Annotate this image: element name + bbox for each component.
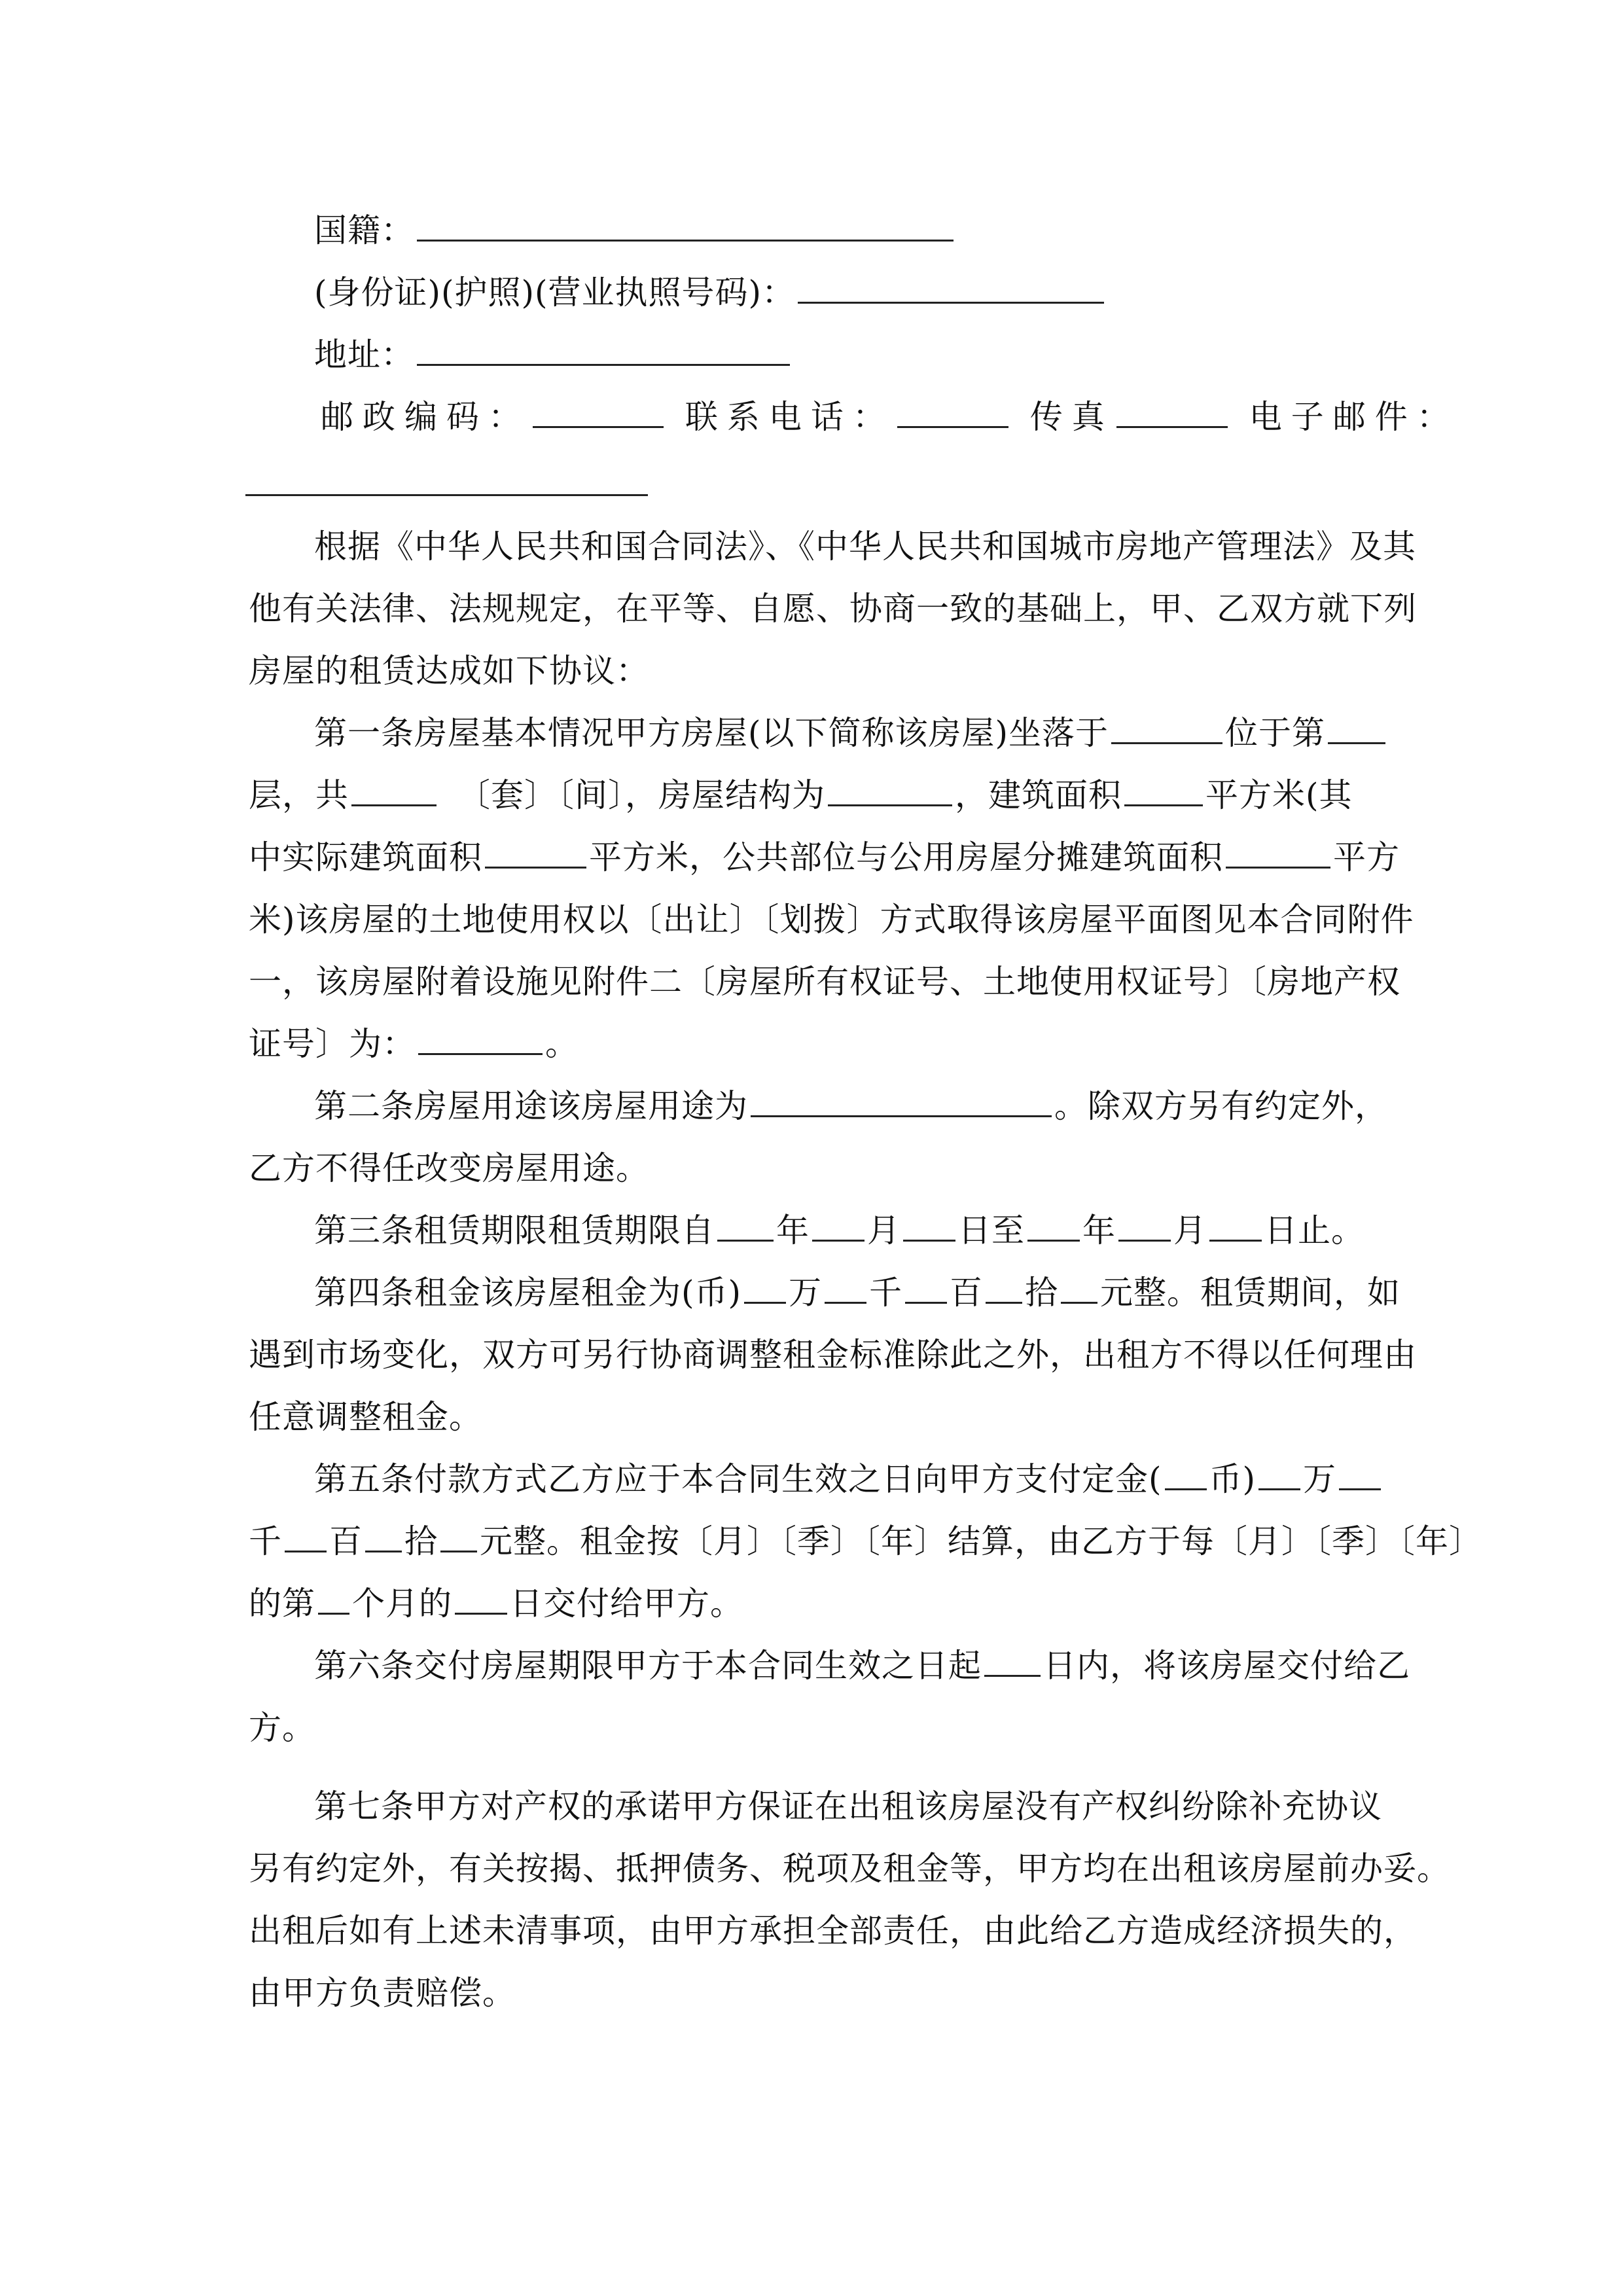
id-number-blank[interactable]: [798, 273, 1104, 304]
nationality-label: 国籍：: [314, 211, 414, 249]
usage-blank[interactable]: [751, 1086, 1052, 1117]
art1-text: 中实际建筑面积: [249, 838, 482, 876]
end-day-blank[interactable]: [1209, 1211, 1262, 1242]
art4-text: 元整。租赁期间，如: [1100, 1274, 1401, 1312]
nationality-blank[interactable]: [417, 211, 954, 242]
delivery-days-blank[interactable]: [984, 1646, 1041, 1677]
nationality-line: [314, 211, 1374, 250]
art5-text: 的第: [249, 1585, 315, 1623]
preamble-line-1: 根据《中华人民共和国合同法》、《中华人民共和国城市房地产管理法》及其: [314, 528, 1416, 565]
rent-bai-blank[interactable]: [905, 1273, 947, 1304]
rent-yuan-blank[interactable]: [1061, 1273, 1097, 1304]
art1-line-1: [314, 713, 1374, 753]
art4-line-3: 任意调整租金。: [249, 1398, 482, 1436]
deposit-currency-blank[interactable]: [1165, 1460, 1207, 1490]
art7-line-4: 由甲方负责赔偿。: [249, 1974, 516, 2012]
art5-text: 日交付给甲方。: [510, 1585, 743, 1623]
rent-shi-blank[interactable]: [986, 1273, 1022, 1304]
end-year-blank[interactable]: [1027, 1211, 1080, 1242]
art2-line-2: 乙方不得任改变房屋用途。: [249, 1149, 649, 1187]
art4-text: 拾: [1025, 1274, 1059, 1312]
art1-line-4: 米)该房屋的土地使用权以〔出让〕〔划拨〕方式取得该房屋平面图见本合同附件: [249, 901, 1414, 939]
start-month-blank[interactable]: [812, 1211, 865, 1242]
total-floors-blank[interactable]: [351, 776, 437, 806]
art1-line-2: [249, 776, 1374, 815]
address-blank[interactable]: [417, 335, 790, 366]
art3-text: 第三条租赁期限租赁期限自: [314, 1211, 715, 1249]
start-year-blank[interactable]: [717, 1211, 774, 1242]
fax-label: 传真: [1029, 398, 1114, 436]
id-label: (身份证)(护照)(营业执照号码)：: [314, 274, 796, 312]
phone-label: 联系电话：: [685, 398, 895, 436]
certificate-number-blank[interactable]: [418, 1024, 543, 1055]
art5-text: 万: [1303, 1460, 1337, 1498]
art5-line-1: [314, 1460, 1374, 1499]
art7-line-2: 另有约定外，有关按揭、抵押债务、税项及租金等，甲方均在出租该房屋前办妥。: [249, 1850, 1450, 1888]
art4-text: 万: [789, 1274, 823, 1312]
email-blank[interactable]: [245, 494, 648, 496]
shared-area-blank[interactable]: [1226, 838, 1330, 869]
art1-text: 〔套〕〔间〕，房屋结构为: [457, 776, 825, 814]
art6-text: 第六条交付房屋期限甲方于本合同生效之日起: [314, 1647, 982, 1685]
address-label: 地址：: [314, 336, 414, 374]
art5-text: 千: [249, 1522, 282, 1560]
art3-text: 月: [1173, 1211, 1207, 1249]
art4-text: 百: [950, 1274, 984, 1312]
actual-area-blank[interactable]: [485, 838, 586, 869]
art2-text: 第二条房屋用途该房屋用途为: [314, 1087, 748, 1125]
art2-line-1: [314, 1086, 1388, 1126]
payment-month-blank[interactable]: [318, 1584, 349, 1615]
art1-text: 平方米(其: [1205, 776, 1353, 814]
art4-text: 第四条租金该房屋租金为(币): [314, 1274, 742, 1312]
art5-text: 币): [1209, 1460, 1257, 1498]
deposit-bai-blank[interactable]: [285, 1522, 327, 1552]
art4-line-1: [314, 1273, 1401, 1312]
art5-line-2: [249, 1522, 1482, 1561]
art3-text: 日止。: [1264, 1211, 1364, 1249]
postcode-blank[interactable]: [533, 397, 664, 428]
location-blank[interactable]: [1111, 713, 1222, 744]
art5-text: 百: [329, 1522, 363, 1560]
deposit-wan-blank[interactable]: [1258, 1460, 1300, 1490]
art5-text: 拾: [404, 1522, 438, 1560]
art4-text: 千: [869, 1274, 903, 1312]
email-label: 电子邮件：: [1249, 398, 1459, 436]
art3-text: 月: [867, 1211, 901, 1249]
address-line: [314, 335, 1374, 374]
preamble-line-3: 房屋的租赁达成如下协议：: [249, 652, 649, 690]
phone-blank[interactable]: [897, 397, 1008, 428]
art1-text: 证号〕为：: [249, 1025, 416, 1063]
end-month-blank[interactable]: [1118, 1211, 1171, 1242]
postcode-label: 邮政编码：: [321, 398, 530, 436]
art1-text: 第一条房屋基本情况甲方房屋(以下简称该房屋)坐落于: [314, 714, 1109, 752]
building-area-blank[interactable]: [1124, 776, 1203, 806]
art1-text: 平方米，公共部位与公用房屋分摊建筑面积: [589, 838, 1223, 876]
art6-text: 日内，将该房屋交付给乙: [1043, 1647, 1410, 1685]
preamble-line-2: 他有关法律、法规规定，在平等、自愿、协商一致的基础上，甲、乙双方就下列: [249, 590, 1417, 628]
art3-text: 年: [776, 1211, 810, 1249]
contact-line: [321, 397, 1459, 437]
rent-wan-blank[interactable]: [744, 1273, 786, 1304]
art1-text: 。: [545, 1025, 579, 1063]
art6-line-2: 方。: [249, 1709, 315, 1747]
start-day-blank[interactable]: [903, 1211, 955, 1242]
art3-text: 日至: [958, 1211, 1025, 1249]
art1-line-6: [249, 1024, 1374, 1064]
art3-text: 年: [1082, 1211, 1116, 1249]
art6-line-1: [314, 1646, 1410, 1685]
art7-line-3: 出租后如有上述未清事项，由甲方承担全部责任，由此给乙方造成经济损失的，: [249, 1912, 1417, 1950]
payment-day-blank[interactable]: [455, 1584, 507, 1615]
deposit-qian-prefix-blank[interactable]: [1339, 1460, 1381, 1490]
art3-line-1: [314, 1211, 1374, 1250]
art7-line-1: 第七条甲方对产权的承诺甲方保证在出租该房屋没有产权纠纷除补充协议: [314, 1787, 1382, 1825]
art1-text: 位于第: [1225, 714, 1326, 752]
art1-line-5: 一，该房屋附着设施见附件二〔房屋所有权证号、土地使用权证号〕〔房地产权: [249, 963, 1400, 1001]
art1-text: ，建筑面积: [955, 776, 1122, 814]
rent-qian-blank[interactable]: [825, 1273, 866, 1304]
art1-text: 层，共: [249, 776, 349, 814]
fax-blank[interactable]: [1116, 397, 1228, 428]
deposit-shi-blank[interactable]: [365, 1522, 402, 1552]
art5-line-3: [249, 1584, 1374, 1623]
art5-text: 第五条付款方式乙方应于本合同生效之日向甲方支付定金(: [314, 1460, 1162, 1498]
art1-line-3: [249, 838, 1400, 877]
art5-text: 个月的: [352, 1585, 452, 1623]
floor-blank[interactable]: [1328, 713, 1385, 744]
art4-line-2: 遇到市场变化，双方可另行协商调整租金标准除此之外，出租方不得以任何理由: [249, 1336, 1417, 1374]
deposit-yuan-blank[interactable]: [440, 1522, 477, 1552]
id-line: [314, 273, 1374, 312]
art1-text: 平方: [1333, 838, 1400, 876]
art2-text: 。除双方另有约定外，: [1054, 1087, 1388, 1125]
art5-text: 元整。租金按〔月〕〔季〕〔年〕结算，由乙方于每〔月〕〔季〕〔年〕: [480, 1522, 1482, 1560]
structure-blank[interactable]: [828, 776, 952, 806]
